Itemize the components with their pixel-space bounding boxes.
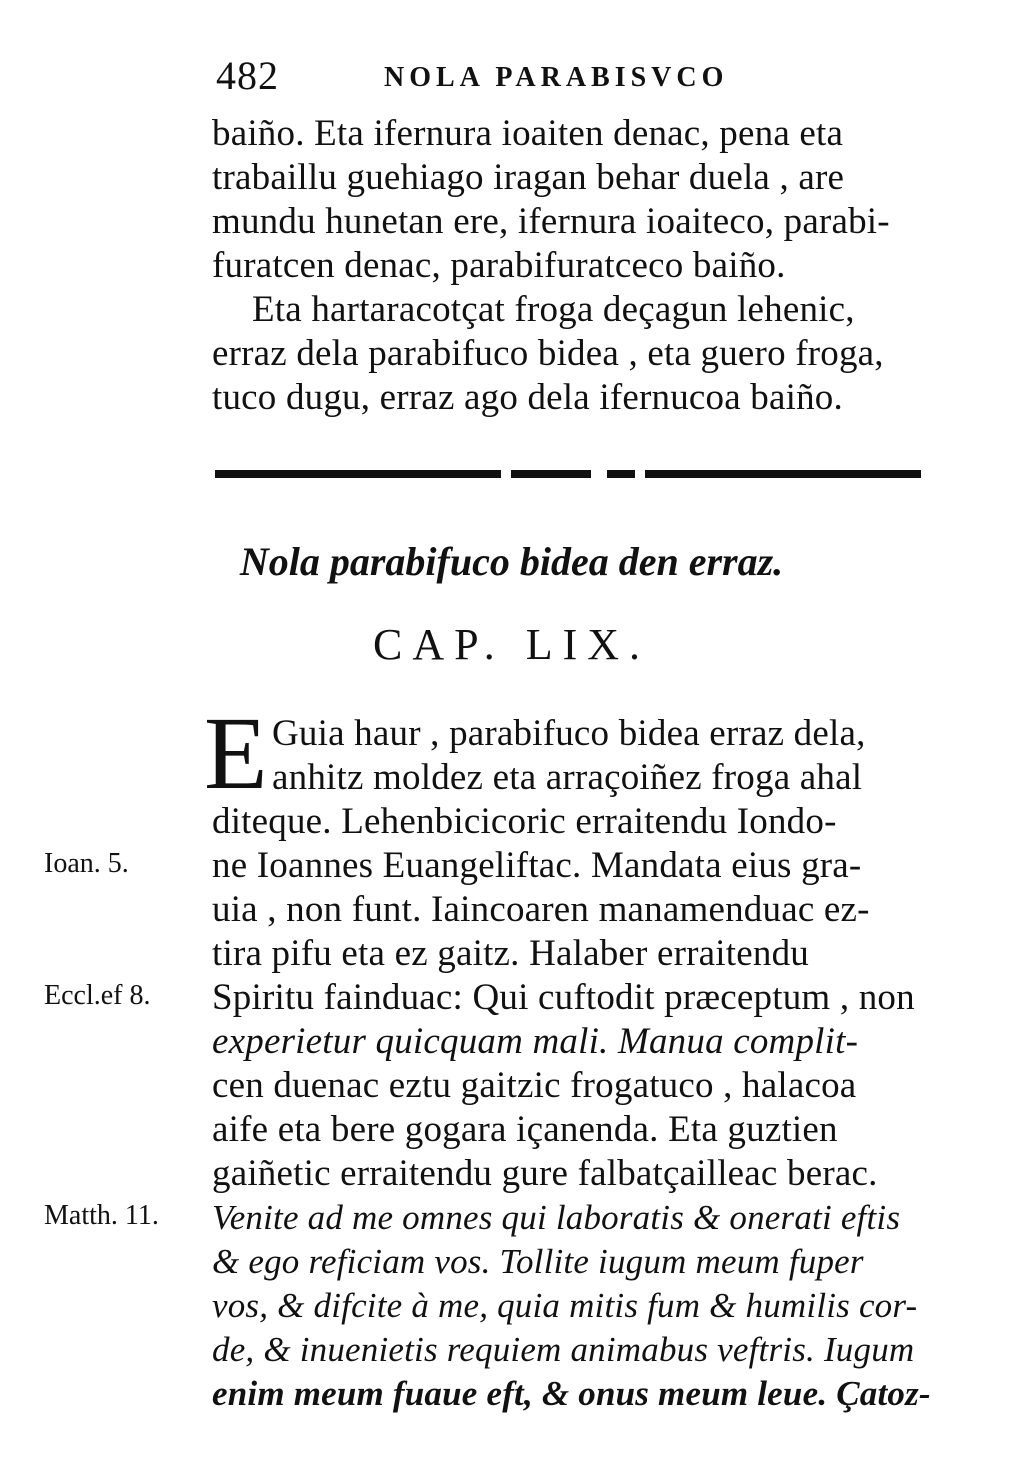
margin-note: Eccl.ef 8. <box>44 980 151 1011</box>
running-header <box>212 52 932 102</box>
text-line: erraz dela parabifuco bidea , eta guero froga, <box>212 333 884 374</box>
section-title: Nola parabifuco bidea den erraz. <box>239 539 784 584</box>
text-line: baiño. Eta ifernura ioaiten denac, pena eta <box>212 113 844 154</box>
text-line: experietur quicquam mali. Manua complit- <box>212 1021 859 1062</box>
text-line: mundu hunetan ere, ifernura ioaiteco, parabi- <box>212 201 890 242</box>
text-line: cen duenac eztu gaitzic frogatuco , halacoa <box>212 1065 857 1106</box>
page-number: 482 <box>216 53 279 98</box>
margin-note: Ioan. 5. <box>44 848 129 879</box>
text-line: aife eta bere gogara içanenda. Eta guztien <box>212 1109 838 1150</box>
text-line: Eta hartaracotçat froga deçagun lehenic, <box>252 289 855 330</box>
margin-note: Matth. 11. <box>44 1200 159 1231</box>
text-line: anhitz moldez eta arraçoiñez froga ahal <box>272 757 863 798</box>
text-line: tira pifu eta ez gaitz. Halaber erraitendu <box>212 933 809 974</box>
running-title: NOLA PARABISVCO <box>384 62 729 93</box>
text-line: furatcen denac, parabifuratceco baiño. <box>212 245 786 286</box>
drop-cap: E <box>204 696 268 811</box>
text-line: trabaillu guehiago iragan behar duela , are <box>212 157 845 198</box>
text-line: Guia haur , parabifuco bidea erraz dela, <box>272 713 866 754</box>
latin-quote-line: & ego reficiam vos. Tollite iugum meum fuper <box>212 1242 864 1281</box>
text-line: diteque. Lehenbicicoric erraitendu Iondo- <box>212 801 837 842</box>
text-line: Spiritu fainduac: Qui cuftodit præceptum , non <box>212 977 915 1018</box>
chapter-heading: CAP. LIX. <box>372 620 651 669</box>
latin-quote-line: vos, & difcite à me, quia mitis fum & humilis cor- <box>212 1286 918 1325</box>
section-rule <box>215 470 921 478</box>
latin-quote-line: de, & inuenietis requiem animabus veftris. Iugum <box>212 1330 915 1369</box>
latin-quote-line: Venite ad me omnes qui laboratis & onerati eftis <box>212 1198 901 1237</box>
text-line: gaiñetic erraitendu gure falbatçailleac berac. <box>212 1153 878 1194</box>
text-line: uia , non funt. Iaincoaren manamenduac ez- <box>212 889 870 930</box>
text-line: tuco dugu, erraz ago dela ifernucoa baiño. <box>212 377 843 418</box>
text-line: ne Ioannes Euangeliftac. Mandata eius gra- <box>212 845 862 886</box>
latin-quote-line: enim meum fuaue eft, & onus meum leue. Çatoz- <box>212 1374 931 1413</box>
